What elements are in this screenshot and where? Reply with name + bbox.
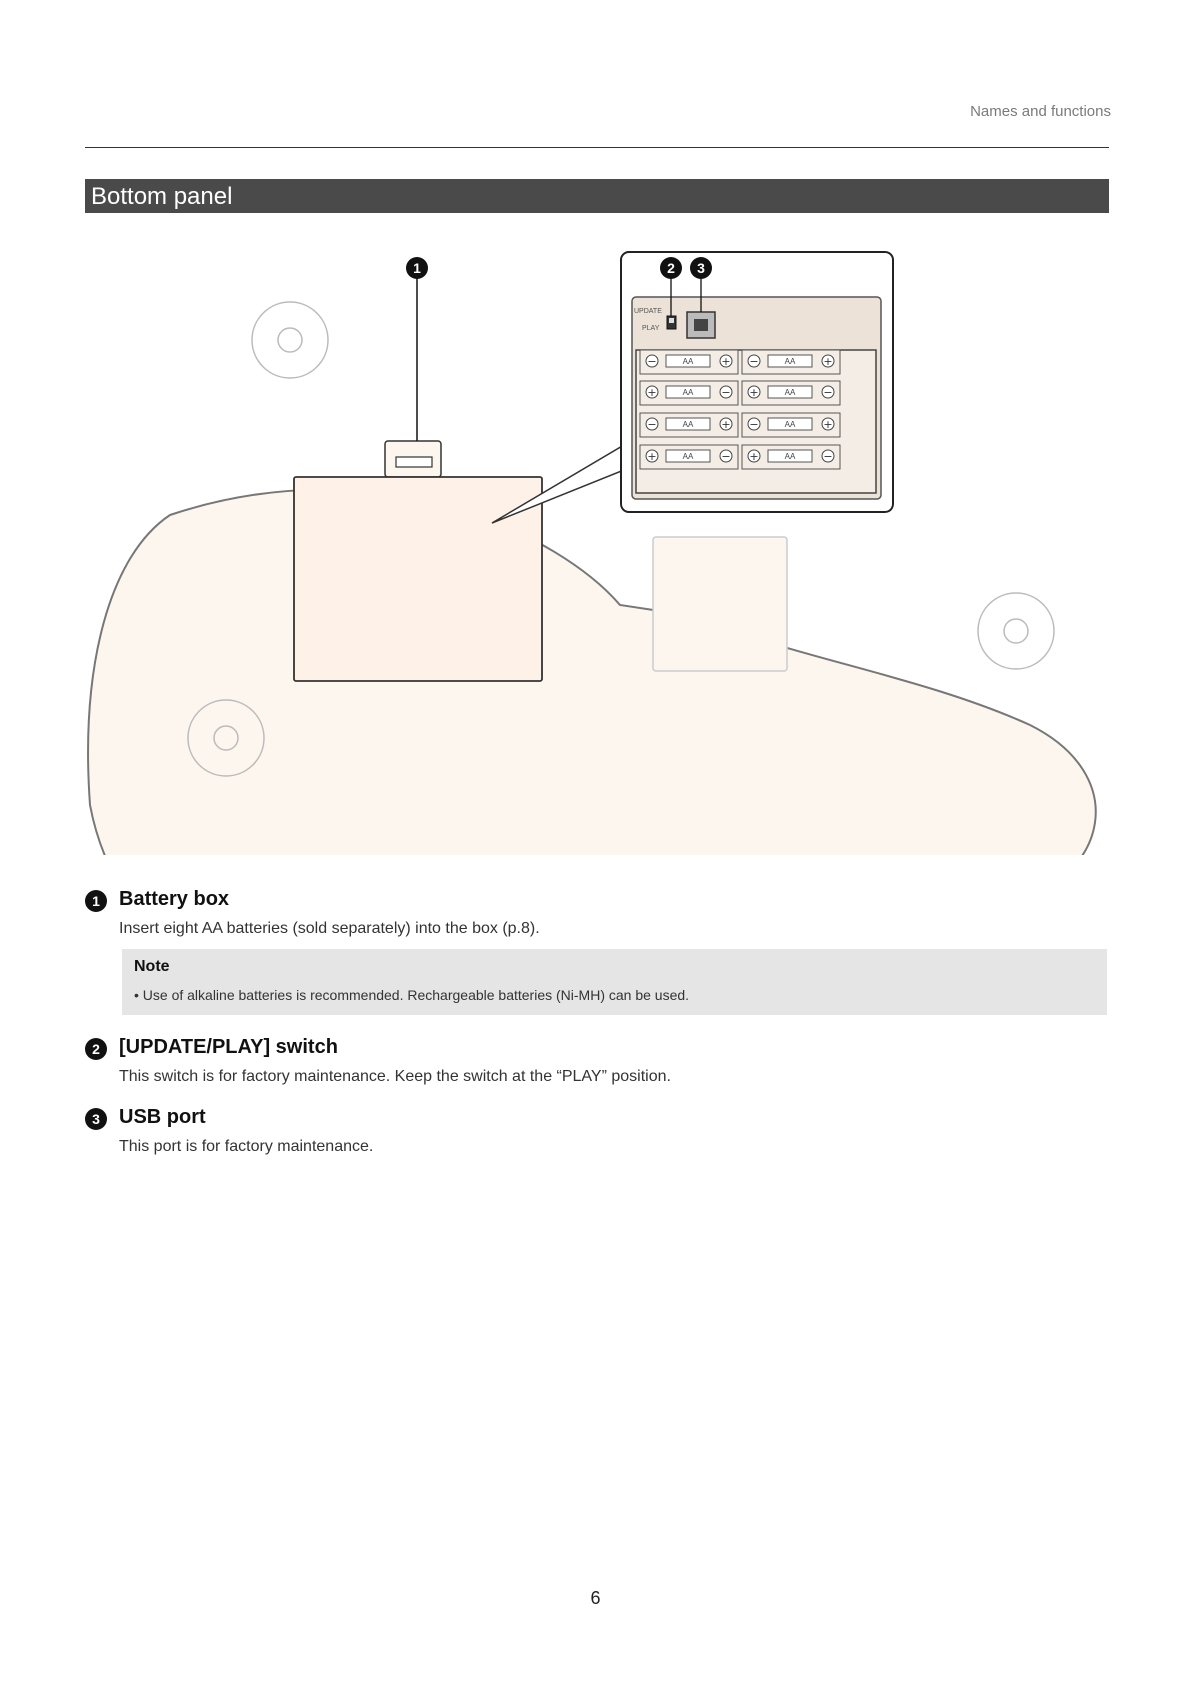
label-plate: [653, 537, 787, 671]
svg-text:UPDATE: UPDATE: [634, 308, 662, 315]
battery-slot: [640, 445, 738, 469]
note-title: Note: [134, 958, 170, 975]
section-title-bar: [85, 179, 1109, 213]
battery-slot: [742, 350, 840, 374]
note-line: • Use of alkaline batteries is recommended. Rechargeable batteries (Ni-MH) can be used.: [134, 987, 690, 1003]
item-title: USB port: [119, 1106, 206, 1128]
plus-sign-icon: +: [749, 386, 759, 399]
rubber-foot-right: [978, 593, 1054, 669]
item-number-badge: 2: [85, 1038, 107, 1060]
battery-slot: [742, 413, 840, 437]
plus-sign-icon: +: [823, 418, 833, 431]
usb-port: [687, 312, 715, 338]
battery-label: AA: [682, 388, 694, 397]
battery-label: AA: [682, 452, 694, 461]
header-section-name: Names and functions: [970, 103, 1111, 120]
svg-text:2: 2: [667, 260, 675, 276]
zoom-inset: [621, 252, 893, 512]
minus-sign-icon: −: [823, 450, 833, 463]
battery-slot: [742, 381, 840, 405]
plus-sign-icon: +: [721, 355, 731, 368]
plus-sign-icon: +: [823, 355, 833, 368]
minus-sign-icon: −: [721, 386, 731, 399]
callout-1: [406, 257, 428, 279]
minus-sign-icon: −: [647, 418, 657, 431]
battery-slot: [640, 413, 738, 437]
battery-label: AA: [784, 452, 796, 461]
callout-3: [690, 257, 712, 279]
battery-slot: [640, 350, 738, 374]
plus-sign-icon: +: [647, 450, 657, 463]
minus-sign-icon: −: [721, 450, 731, 463]
battery-label: AA: [682, 357, 694, 366]
item-description: Insert eight AA batteries (sold separately) into the box (p.8).: [119, 920, 540, 937]
item-title: [UPDATE/PLAY] switch: [119, 1036, 338, 1058]
item-number-badge: 3: [85, 1108, 107, 1130]
battery-label: AA: [784, 420, 796, 429]
plus-sign-icon: +: [749, 450, 759, 463]
minus-sign-icon: −: [749, 418, 759, 431]
svg-text:1: 1: [413, 260, 421, 276]
battery-box-cover: [294, 441, 542, 681]
item-number-badge: 1: [85, 890, 107, 912]
minus-sign-icon: −: [647, 355, 657, 368]
battery-label: AA: [784, 357, 796, 366]
battery-label: AA: [682, 420, 694, 429]
plus-sign-icon: +: [647, 386, 657, 399]
minus-sign-icon: −: [823, 386, 833, 399]
svg-text:PLAY: PLAY: [642, 325, 660, 332]
battery-label: AA: [784, 388, 796, 397]
header-rule: [85, 147, 1109, 148]
callout-2: [660, 257, 682, 279]
svg-text:3: 3: [697, 260, 705, 276]
minus-sign-icon: −: [749, 355, 759, 368]
battery-slot: [742, 445, 840, 469]
note-box: [122, 949, 1107, 1015]
battery-slot: [640, 381, 738, 405]
item-title: Battery box: [119, 888, 230, 910]
instrument-body: [88, 490, 1096, 855]
item-description: This port is for factory maintenance.: [119, 1138, 374, 1155]
page-number: 6: [590, 1588, 601, 1608]
rubber-foot-top-left: [252, 302, 328, 378]
item-description: This switch is for factory maintenance. Keep the switch at the “PLAY” position.: [119, 1068, 671, 1085]
plus-sign-icon: +: [721, 418, 731, 431]
section-title: Bottom panel: [91, 183, 233, 210]
bottom-panel-figure: [80, 245, 1110, 855]
